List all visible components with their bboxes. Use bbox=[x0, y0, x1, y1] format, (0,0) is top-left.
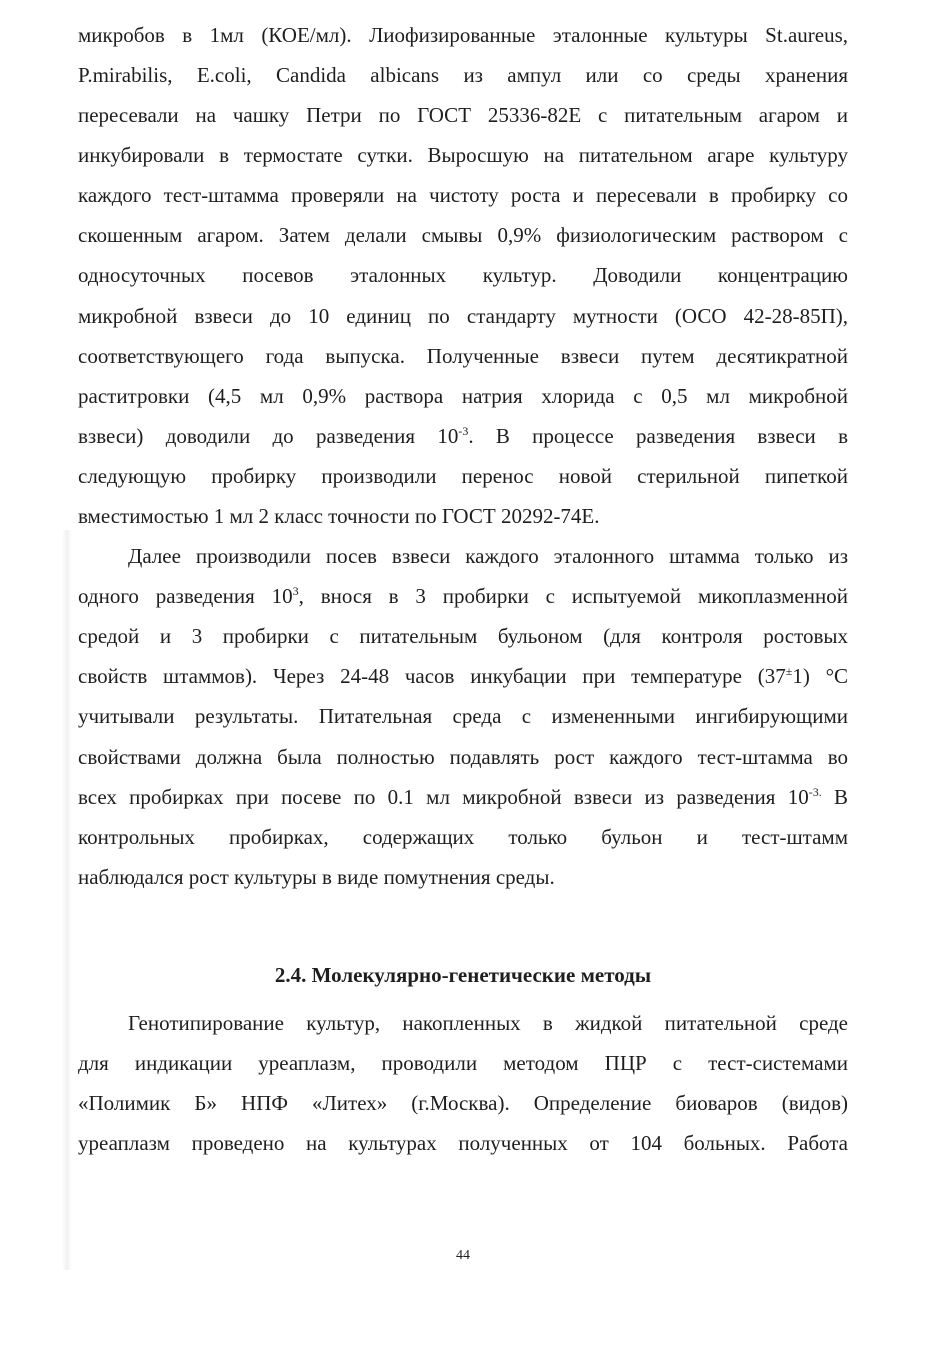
text-line: учитывали результаты. Питательная среда с измененными ингибирующими bbox=[78, 704, 848, 728]
text-fragment: , внося в 3 пробирки с испытуемой микоплазменной bbox=[298, 584, 848, 608]
text-line: P.mirabilis, E.coli, Candida albicans из ампул или со среды хранения bbox=[78, 63, 848, 87]
text-line: наблюдался рост культуры в виде помутнения среды. bbox=[78, 865, 555, 889]
section-heading: 2.4. Молекулярно-генетические методы bbox=[274, 963, 652, 987]
text-line: односуточных посевов эталонных культур. Доводили концентрацию bbox=[78, 263, 848, 287]
text-line: каждого тест-штамма проверяли на чистоту роста и пересевали в пробирку со bbox=[78, 183, 848, 207]
scan-shadow bbox=[62, 530, 72, 1270]
text-line: микробов в 1мл (КОЕ/мл). Лиофизированные эталонные культуры St.aureus, bbox=[78, 23, 848, 47]
text-line: контрольных пробирках, содержащих только бульон и тест-штамм bbox=[78, 825, 848, 849]
text-fragment: В bbox=[821, 785, 848, 809]
superscript: 3 bbox=[292, 584, 299, 598]
superscript: ± bbox=[785, 664, 793, 678]
superscript: -3. bbox=[808, 785, 822, 799]
text-line: скошенным агаром. Затем делали смывы 0,9% физиологическим раствором с bbox=[78, 223, 848, 247]
text-line: «Полимик Б» НПФ «Литех» (г.Москва). Определение биоваров (видов) bbox=[78, 1091, 848, 1115]
text-fragment: . В процессе разведения взвеси в bbox=[468, 424, 848, 448]
page-number: 44 bbox=[456, 1248, 470, 1263]
text-line: следующую пробирку производили перенос новой стерильной пипеткой bbox=[78, 464, 848, 488]
superscript: -3 bbox=[458, 424, 469, 438]
text-line: средой и 3 пробирки с питательным бульоном (для контроля ростовых bbox=[78, 624, 848, 648]
text-line: пересевали на чашку Петри по ГОСТ 25336-82Е с питательным агаром и bbox=[78, 103, 848, 127]
text-line: уреаплазм проведено на культурах полученных от 104 больных. Работа bbox=[78, 1131, 848, 1155]
text-line bbox=[78, 777, 848, 817]
text-line bbox=[78, 576, 848, 616]
text-fragment: всех пробирках при посеве по 0.1 мл микробной взвеси из разведения 10 bbox=[78, 785, 809, 809]
text-fragment: взвеси) доводили до разведения 10 bbox=[78, 424, 459, 448]
text-fragment: 1) °С bbox=[792, 664, 848, 688]
text-line: Далее производили посев взвеси каждого эталонного штамма только из bbox=[128, 544, 848, 568]
text-line bbox=[78, 656, 848, 696]
text-line: микробной взвеси до 10 единиц по стандарту мутности (ОСО 42-28-85П), bbox=[78, 304, 848, 328]
text-fragment: одного разведения 10 bbox=[78, 584, 293, 608]
text-line bbox=[78, 416, 848, 456]
text-line: соответствующего года выпуска. Полученные взвеси путем десятикратной bbox=[78, 344, 848, 368]
text-fragment: свойств штаммов). Через 24-48 часов инкубации при температуре (37 bbox=[78, 664, 786, 688]
text-line: Генотипирование культур, накопленных в жидкой питательной среде bbox=[128, 1011, 848, 1035]
text-line: свойствами должна была полностью подавлять рост каждого тест-штамма во bbox=[78, 745, 848, 769]
text-line: для индикации уреаплазм, проводили методом ПЦР с тест-системами bbox=[78, 1051, 848, 1075]
text-line: вместимостью 1 мл 2 класс точности по ГОСТ 20292-74Е. bbox=[78, 504, 600, 528]
text-line: раститровки (4,5 мл 0,9% раствора натрия хлорида с 0,5 мл микробной bbox=[78, 384, 848, 408]
text-line: инкубировали в термостате сутки. Выросшую на питательном агаре культуру bbox=[78, 143, 848, 167]
